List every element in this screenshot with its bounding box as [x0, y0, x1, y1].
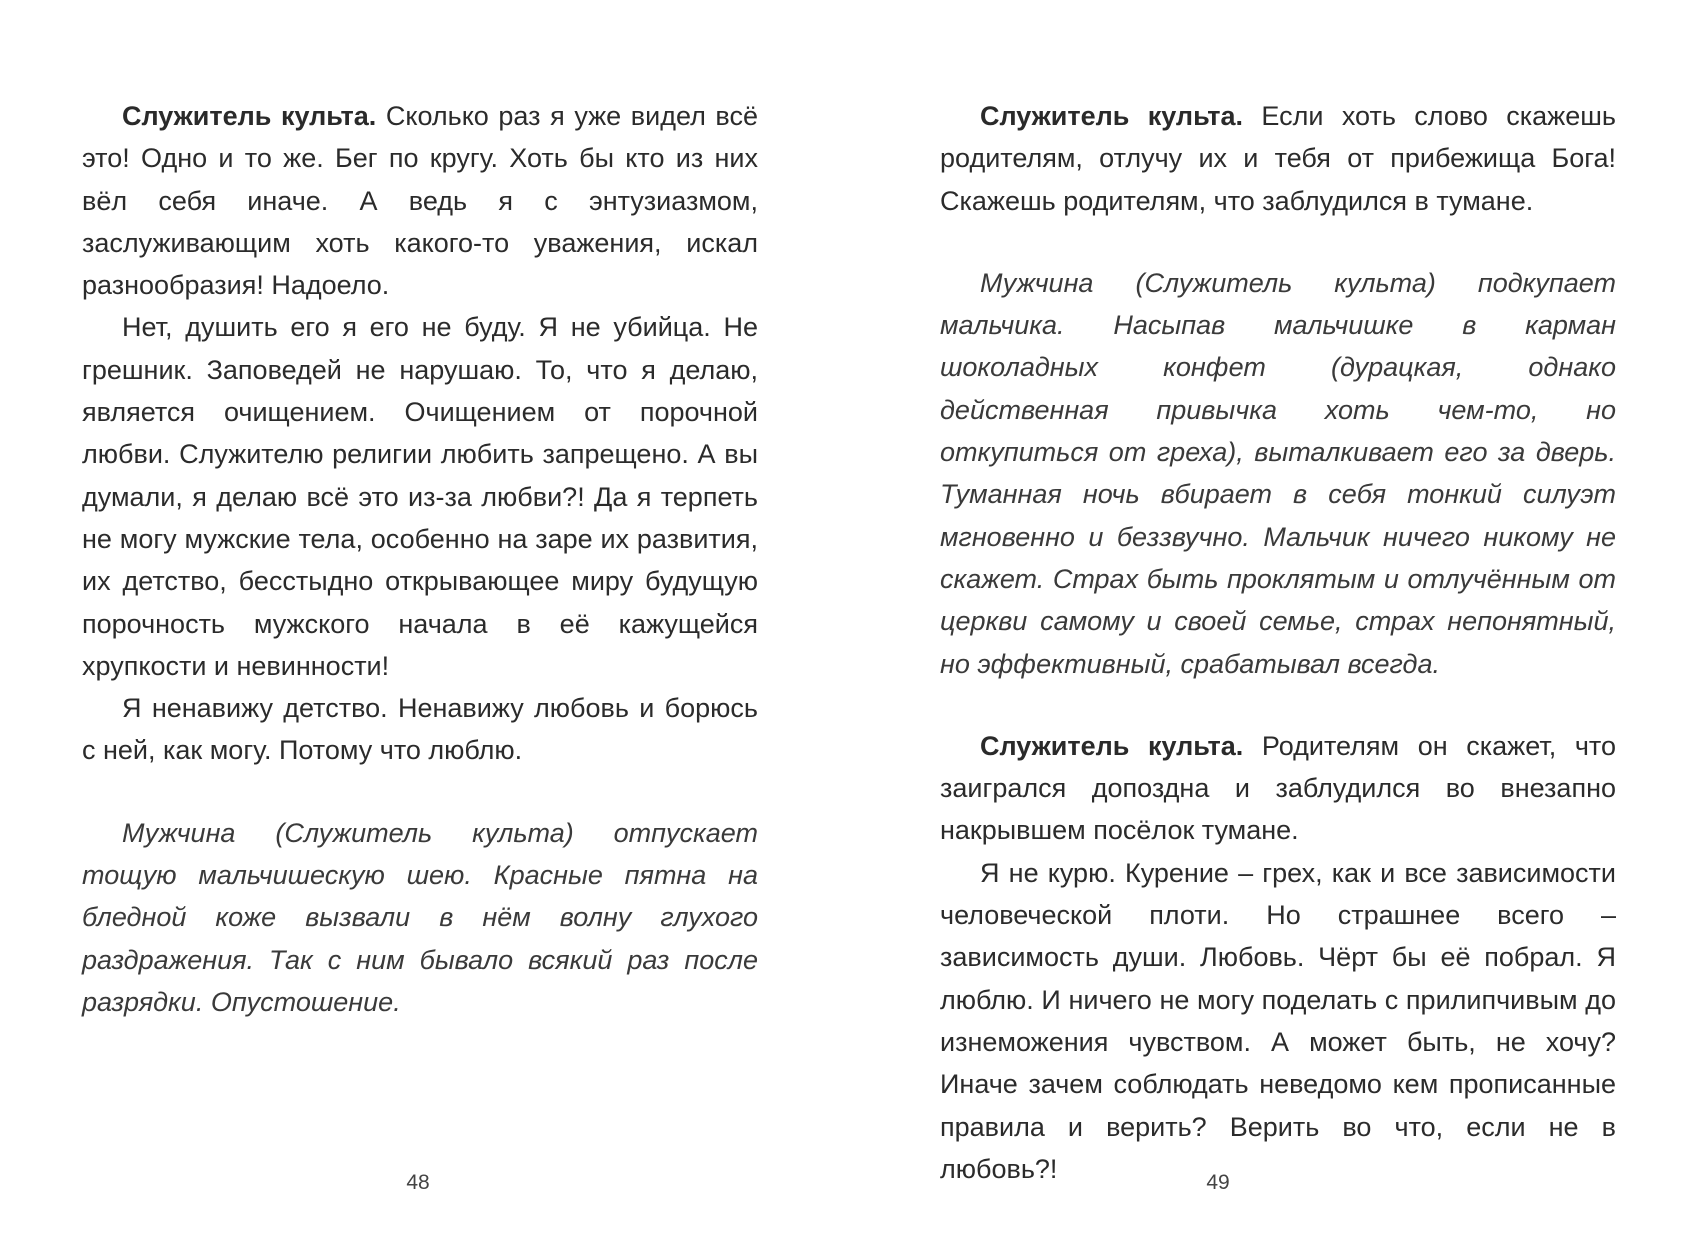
page-number: 49: [1206, 1171, 1230, 1194]
speaker-name: Служитель культа.: [980, 101, 1244, 131]
paragraph: [940, 725, 1616, 852]
paragraph: Я не курю. Курение – грех, как и все зависимости человеческой плоти. Но страшнее всего –зависимость души. Любовь. Чёрт бы её побрал. Я люблю. И ничего не могу поделать с прилипчивым до изнеможения чувством. А может быть, не хочу? Иначе зачем соблюдать неведомо кем прописанные правила и верить? Верить во что, если не в любовь?!: [940, 857, 1616, 1184]
paragraph: Нет, душить его я его не буду. Я не убийца. Не грешник. Заповедей не нарушаю. То, что я делаю, является очищением. Очищением от порочной любви. Служителю религии любить запрещено. А вы думали, я делаю всё это из-за любви?! Да я терпеть не могу мужские тела, особенно на заре их развития, их детство, бесстыдно открывающее миру будущую порочность мужского начала в её кажущейся хрупкости и невинности!: [82, 312, 758, 681]
speaker-name: Служитель культа.: [122, 101, 377, 131]
speech-text: Сколько раз я уже видел всё это! Одно и то же. Бег по кругу. Хоть бы кто из них вёл себя иначе. А ведь я с энтузиазмом, заслуживающим хоть какого-то уважения, искал разнообразия! Надоело.: [82, 101, 758, 301]
stage-direction: Мужчина (Служитель культа) подкупает мальчика. Насыпав мальчишке в карман шоколадных конфет (дурацкая, однако действенная привычка хоть чем-то, но откупиться от греха), выталкивает его за дверь. Туманная ночь вбирает в себя тонкий силуэт мгновенно и беззвучно. Мальчик ничего никому не скажет. Страх быть проклятым и отлучённым от церкви самому и своей семье, страх непонятный, но эффективный, срабатывал всегда.: [940, 267, 1616, 679]
right-page: [940, 0, 1616, 1234]
right-page-text: [940, 95, 1616, 1190]
left-page: [82, 0, 758, 1234]
paragraph: Я ненавижу детство. Ненавижу любовь и борюсь с ней, как могу. Потому что люблю.: [82, 693, 758, 766]
stage-direction: Мужчина (Служитель культа) отпускает тощую мальчишескую шею. Красные пятна на бледной коже вызвали в нём волну глухого раздражения. Так с ним бывало всякий раз после разрядки. Опустошение.: [82, 817, 758, 1017]
speaker-name: Служитель культа.: [980, 730, 1244, 761]
left-page-text: [82, 95, 758, 1023]
paragraph: [82, 95, 758, 306]
page-number: 48: [406, 1171, 430, 1194]
speech-text: Родителям он скажет, что заигрался допоздна и заблудился во внезапно накрывшем посёлок тумане.: [940, 730, 1616, 846]
speech-text: Если хоть слово скажешь родителям, отлучу их и тебя от прибежища Бога! Скажешь родителям, что заблудился в тумане.: [940, 101, 1616, 216]
paragraph: [940, 95, 1616, 222]
